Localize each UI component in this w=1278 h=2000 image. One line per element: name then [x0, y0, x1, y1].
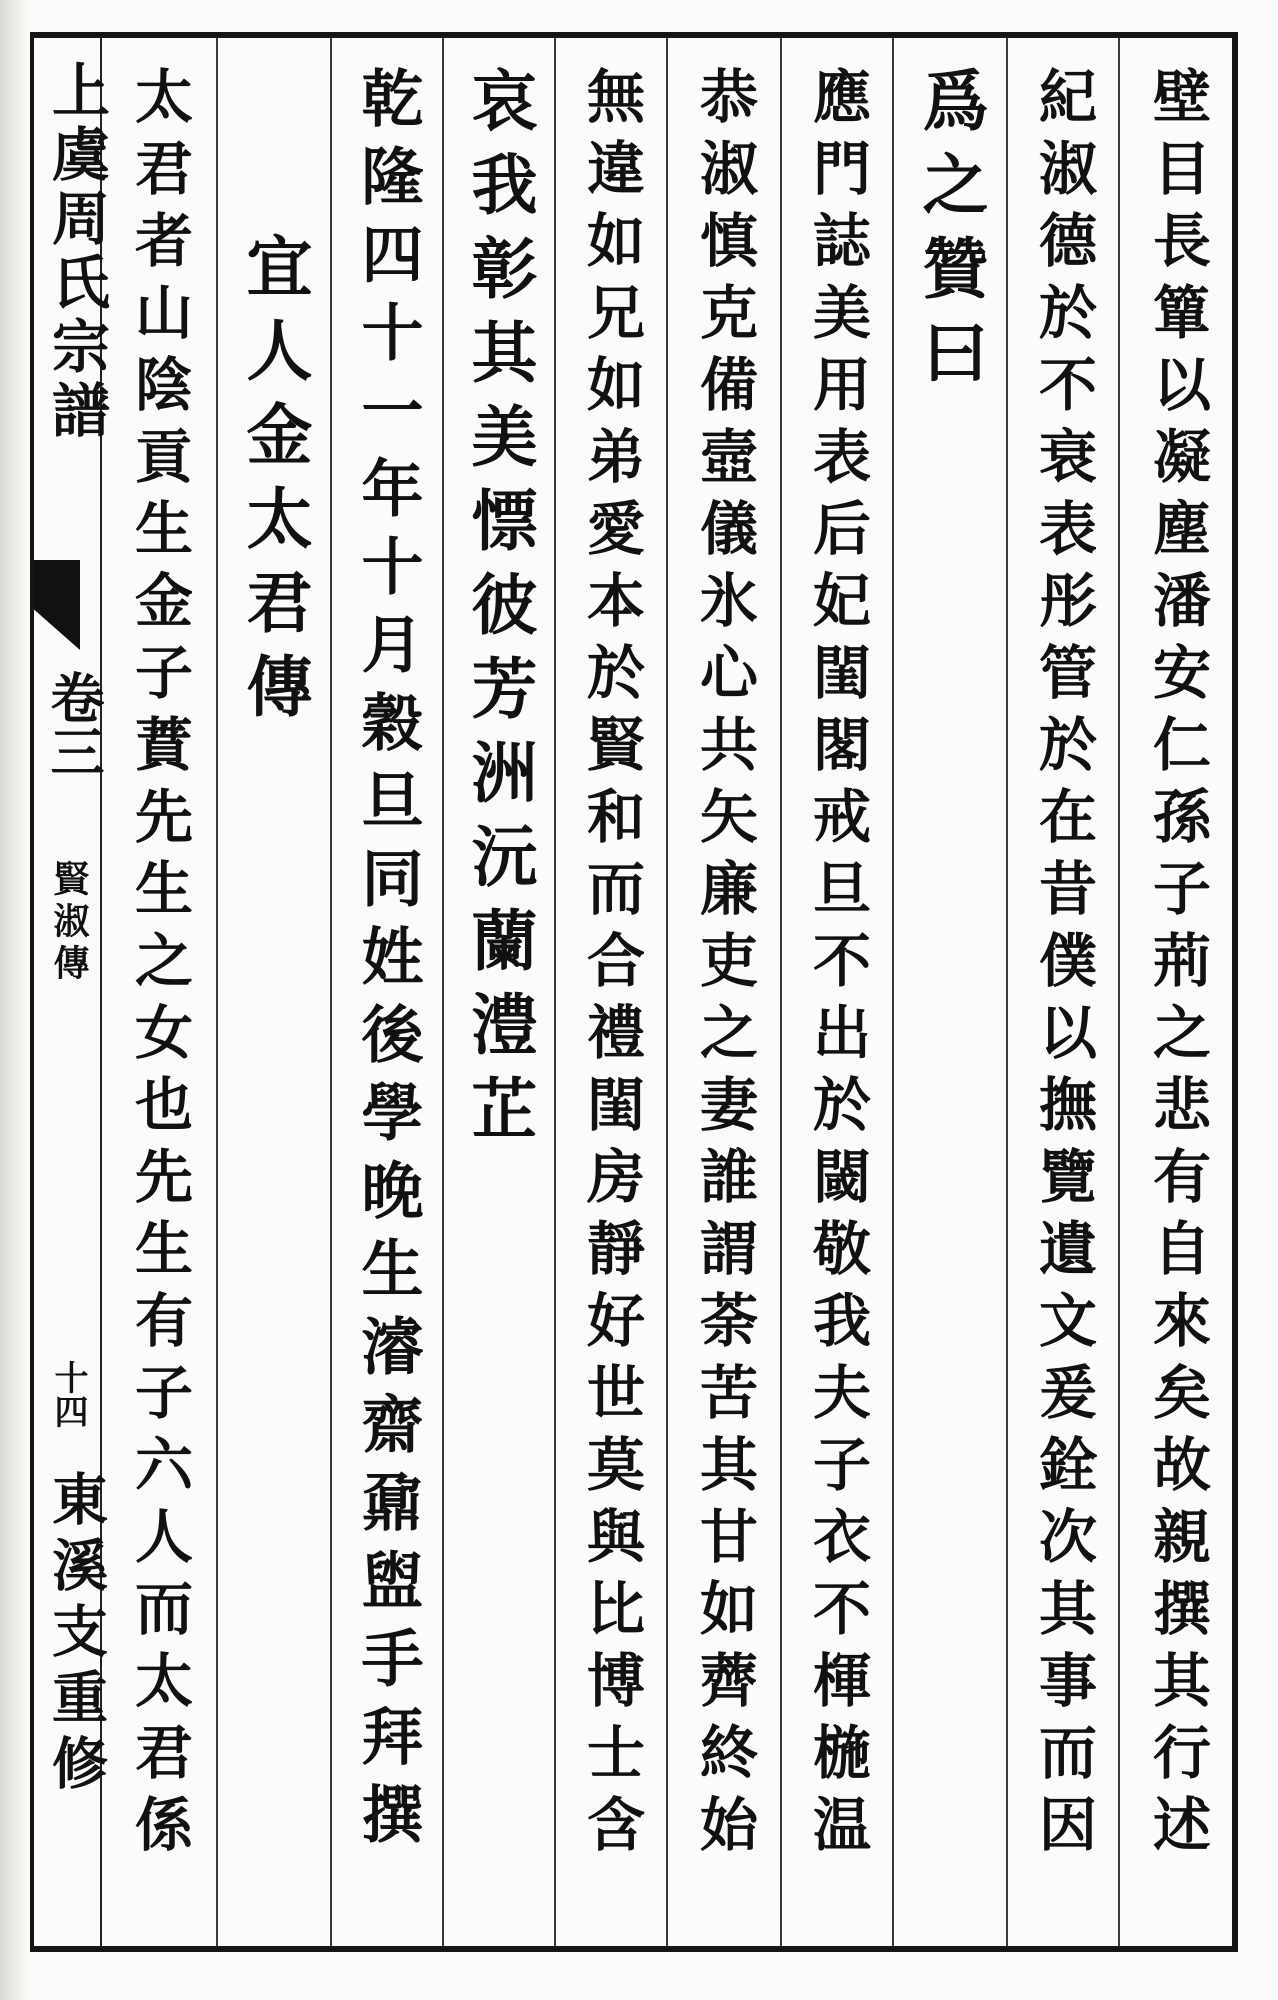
section-heading: 宜人金太君傳	[235, 232, 313, 736]
text-column-5	[668, 32, 780, 1952]
page-edge	[0, 0, 30, 2000]
text-column-1	[1120, 32, 1234, 1952]
margin-hall-name: 東溪支重修	[43, 1470, 109, 1800]
column-text: 壁目長簞以凝塵潘安仁孫子荊之悲有自來矣故親撰其行述	[1143, 66, 1211, 1866]
column-text: 無違如兄如弟愛本於賢和而合禮閨房靜好世莫與比博士含	[577, 66, 645, 1866]
text-column-10	[102, 32, 216, 1952]
column-text: 紀淑德於不衰表彤管於在昔僕以撫覽遺文爰銓次其事而因	[1029, 66, 1097, 1866]
margin-section: 賢淑傳	[48, 860, 90, 986]
column-text: 太君者山陰貢生金子蕡先生之女也先生有子六人而太君係	[125, 66, 193, 1866]
column-text: 恭淑慎克備壼儀氷心共矢廉吏之妻誰謂荼苦其甘如薺終始	[690, 66, 758, 1866]
text-column-2	[1008, 32, 1118, 1952]
column-text: 應門誌美用表后妃閨閣戒旦不出於閾敬我夫子衣不楎椸温	[803, 66, 871, 1866]
column-text: 乾隆四十一年十月穀旦同姓後學晚生濬齋鼐盥手拜撰	[351, 66, 424, 1860]
text-column-3	[894, 32, 1006, 1952]
text-column-7	[444, 32, 554, 1952]
column-text: 爲之贊曰	[911, 66, 989, 402]
column-text: 哀我彰其美慓彼芳洲沅蘭澧芷	[460, 66, 538, 1158]
margin-volume: 卷三	[42, 670, 106, 778]
text-column-8	[332, 32, 442, 1952]
text-column-9-title	[218, 32, 330, 1952]
margin-page-number: 十四	[48, 1360, 88, 1428]
text-column-6	[556, 32, 666, 1952]
text-column-4	[782, 32, 892, 1952]
margin-title: 上虞周氏宗譜	[42, 60, 110, 444]
